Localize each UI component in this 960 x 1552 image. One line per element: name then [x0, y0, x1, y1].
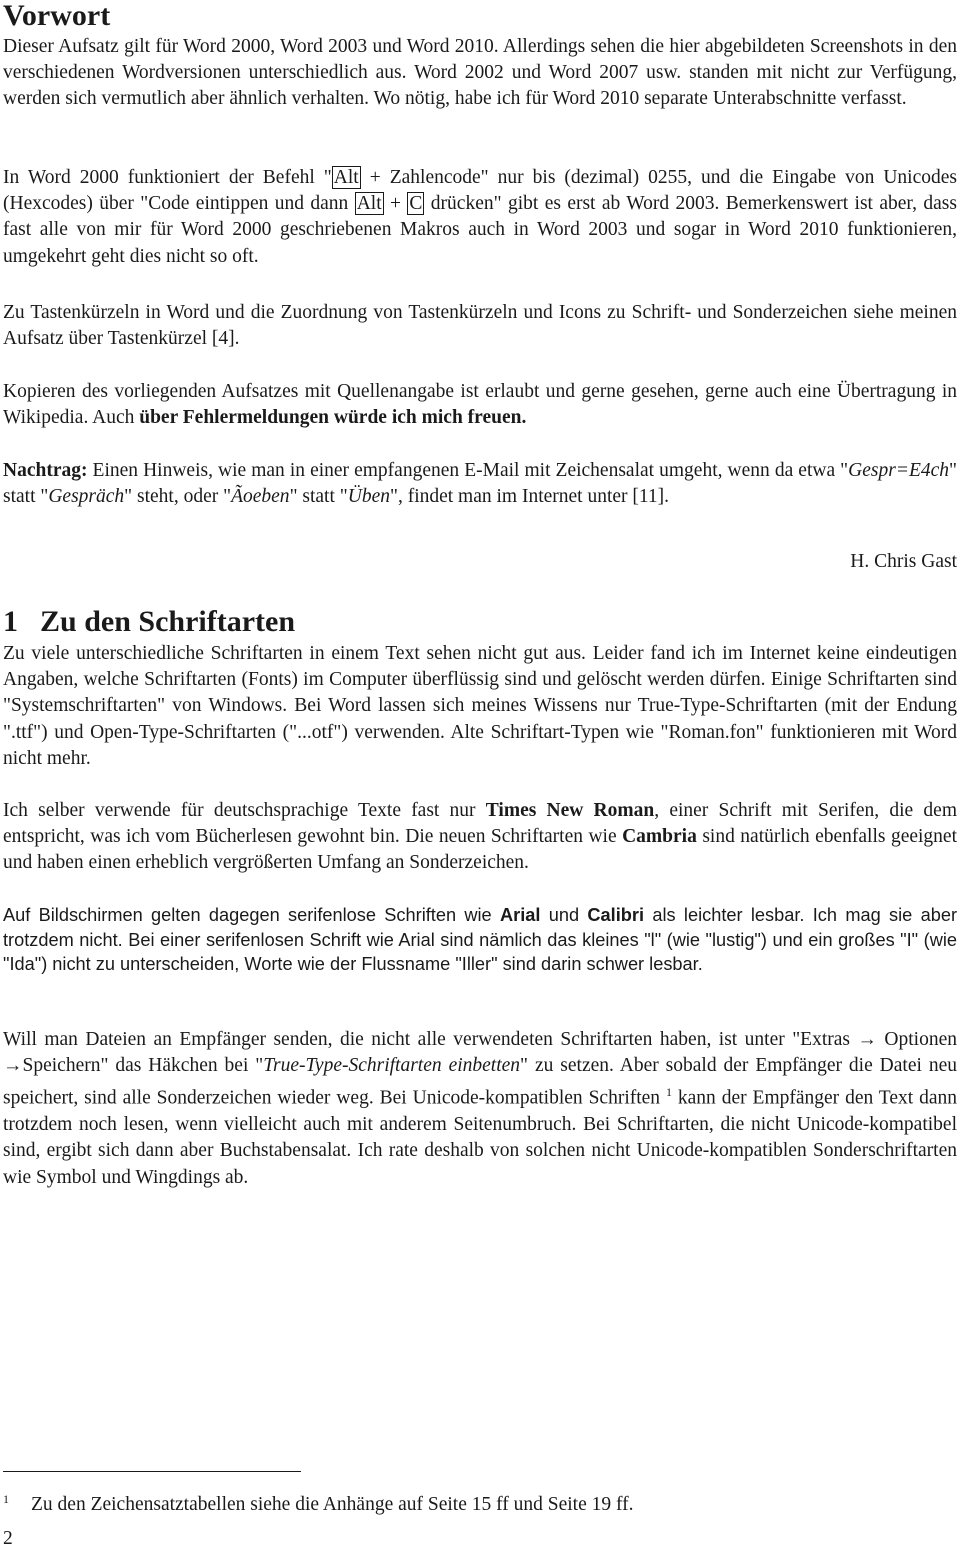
section-title: Zu den Schriftarten [40, 605, 295, 638]
paragraph-word2000: In Word 2000 funktioniert der Befehl " Alt + Zahlencode" nur bis (dezimal) 0255, und die Eingabe von Unicodes (Hexcodes) über "Code eintippen und dann Alt + C drücken" gibt es erst ab Word 2003. Bemerkenswert ist aber, dass fast alle von mir für Word 2000 geschriebenen Makros auch in Word 2003 und sogar in Word 2010 funktionieren, umgekehrt geht dies nicht so oft. [3, 167, 957, 267]
footnote [3, 1486, 634, 1518]
paragraph-tastenkuerzel: Zu Tastenkürzeln in Word und die Zuordnung von Tastenkürzeln und Icons zu Schrift- und Sonderzeichen siehe meinen Aufsatz über Tastenkürzel [4]. [3, 302, 957, 350]
footnote-mark: 1 [3, 1492, 9, 1506]
key-c: C [409, 193, 423, 215]
section-number: 1 [3, 605, 18, 638]
footnote-reference[interactable]: 1 [665, 1085, 672, 1100]
signature: H. Chris Gast [850, 551, 957, 572]
paragraph-bildschirm: Auf Bildschirmen gelten dagegen serifenlose Schriften wie Arial und Calibri als leichter lesbar. Ich mag sie aber trotzdem nicht. Bei einer serifenlosen Schrift wie Arial sind nämlich das kleines "l" (wie "lustig") und ein großes "I" (wie "Ida") nicht zu unterscheiden, Worte wie der Flussname "Iller" sind darin schwer lesbar. [3, 905, 957, 974]
paragraph-schriftarten: Zu viele unterschiedliche Schriftarten in einem Text sehen nicht gut aus. Leider fand ich im Internet keine eindeutigen Angaben, welche Schriftarten (Fonts) im Computer überflüssig sind und gelöscht werden dürfen. Einige Schriftarten sind "Systemschriftarten" von Windows. Bei Word lassen sich meines Wissens nur True-Type-Schriftarten (mit der Endung ".ttf") und Open-Type-Schriftarten ("...otf") verwenden. Alte Schriftart-Typen wie "Roman.fon" funktionieren mit Word nicht mehr. [3, 643, 957, 769]
section-heading [3, 604, 295, 640]
paragraph-dateien: Will man Dateien an Empfänger senden, die nicht alle verwendeten Schriftarten haben, ist unter "Extras → Optionen →Speichern" das Häkchen bei "True-Type-Schriftarten einbetten" zu setzen. Aber sobald der Empfänger die Datei neu speichert, sind alle Sonderzeichen wieder weg. Bei Unicode-kompatiblen Schriften $^1$ kann der Empfänger den Text dann trotzdem noch lesen, wenn vielleicht auch mit anderem Seitenumbruch. Bei Schriftarten, die nicht Unicode-kompatibel sind, ergibt sich dann aber Buchstabensalat. Ich rate deshalb von solchen nicht Unicode-kompatiblen Sonderschriftarten wie Symbol und Wingdings ab. [3, 1029, 957, 1188]
paragraph-times: Ich selber verwende für deutschsprachige Texte fast nur Times New Roman, einer Schrift mit Serifen, die dem entspricht, was ich vom Bücherlesen gewohnt bin. Die neuen Schriftarten wie Cambria sind natürlich ebenfalls geeignet und haben einen erheblich vergrößerten Umfang an Sonderzeichen. [3, 800, 958, 874]
paragraph-nachtrag: Nachtrag: Einen Hinweis, wie man in einer empfangenen E-Mail mit Zeichensalat umgeht, wenn da etwa "Gespr=E4ch" statt "Gespräch" steht, oder "Ãoeben" statt "Üben", findet man im Internet unter [11]. [3, 460, 957, 508]
page-number: 2 [3, 1528, 13, 1549]
bold-fehlermeldungen: über Fehlermeldungen würde ich mich freuen. [139, 407, 527, 429]
heading-vorwort: Vorwort [3, 0, 111, 32]
key-alt: Alt [333, 167, 359, 188]
key-alt: Alt [356, 193, 382, 215]
footnote-separator [3, 1471, 301, 1472]
paragraph-intro: Dieser Aufsatz gilt für Word 2000, Word 2003 und Word 2010. Allerdings sehen die hier abgebildeten Screenshots in den verschiedenen Wordversionen unterschiedlich aus. Word 2002 und Word 2007 usw. standen mit nicht zur Verfügung, werden sich vermutlich aber ähnlich verhalten. Wo nötig, habe ich für Word 2010 separate Unterabschnitte verfasst. [3, 36, 957, 110]
label-nachtrag: Nachtrag: [3, 460, 88, 481]
paragraph-kopieren: Kopieren des vorliegenden Aufsatzes mit Quellenangabe ist erlaubt und gerne gesehen, gerne auch eine Übertragung in Wikipedia. Auch über Fehlermeldungen würde ich mich freuen. [3, 381, 957, 429]
footnote-text: Zu den Zeichensatztabellen siehe die Anhänge auf Seite 15 ff und Seite 19 ff. [31, 1494, 634, 1515]
